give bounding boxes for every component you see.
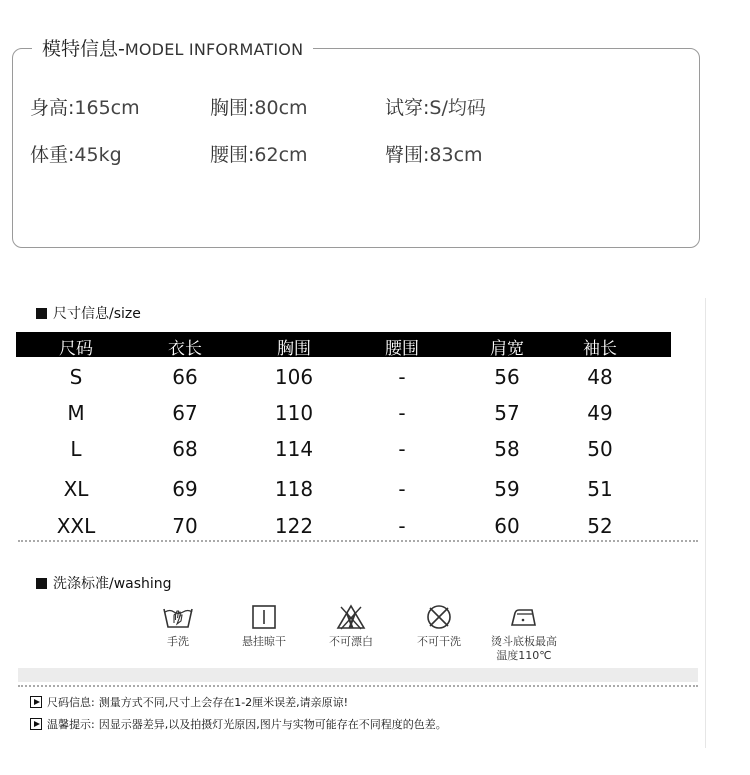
row-l-length: 68 [172, 437, 198, 461]
row-l-shoulder: 58 [494, 437, 520, 461]
note-tip-text: 因显示器差异,以及拍摄灯光原因,图片与实物可能存在不同程度的色差。 [98, 718, 447, 731]
right-divider [705, 298, 706, 748]
dotted-divider-bottom [18, 685, 698, 687]
hand-wash-label: 手洗 [167, 635, 189, 648]
waist-value: 62cm [254, 144, 308, 166]
height-value: 165cm [74, 97, 140, 119]
no-bleach-label: 不可漂白 [329, 635, 373, 648]
washing-section-header [36, 573, 172, 593]
row-s-waist: - [398, 365, 406, 389]
row-l-size: L [70, 437, 82, 461]
row-xxl-size: XXL [56, 514, 96, 538]
no-dry-clean-label: 不可干洗 [417, 635, 461, 648]
row-s-bust: 106 [274, 365, 314, 389]
bust-value: 80cm [254, 97, 308, 119]
row-m-length: 67 [172, 401, 198, 425]
no-bleach-icon [335, 603, 367, 631]
model-weight [30, 140, 122, 167]
row-s-length: 66 [172, 365, 198, 389]
square-bullet-icon [36, 578, 47, 589]
row-m-shoulder: 57 [494, 401, 520, 425]
no-dry-clean-icon [423, 603, 455, 631]
size-section-header [36, 303, 141, 323]
size-section-title: 尺寸信息/size [53, 306, 141, 322]
note-tip [30, 716, 447, 732]
row-l-waist: - [398, 437, 406, 461]
wash-item-iron [479, 603, 569, 663]
model-info-title [32, 34, 313, 62]
row-xxl-waist: - [398, 514, 406, 538]
row-s-size: S [69, 365, 83, 389]
note-tip-key: 温馨提示: [47, 718, 95, 731]
washing-section-title: 洗涤标准/washing [53, 576, 172, 592]
size-table-header [16, 332, 671, 357]
row-m-size: M [67, 401, 85, 425]
model-title-en: MODEL INFORMATION [124, 40, 304, 59]
row-m-sleeve: 49 [587, 401, 613, 425]
iron-label: 烫斗底板最高 温度110℃ [491, 635, 557, 662]
row-xl-waist: - [398, 477, 406, 501]
row-xxl-bust: 122 [274, 514, 314, 538]
note-size-key: 尺码信息: [47, 696, 95, 709]
weight-label: 体重: [30, 144, 75, 166]
row-xl-shoulder: 59 [494, 477, 520, 501]
row-s-shoulder: 56 [494, 365, 520, 389]
header-size: 尺码 [59, 339, 93, 359]
hip-value: 83cm [429, 144, 483, 166]
row-xl-size: XL [63, 477, 89, 501]
try-label: 试穿: [385, 97, 430, 119]
iron-icon [508, 603, 540, 631]
wash-item-no-bleach [306, 603, 396, 649]
row-s-sleeve: 48 [587, 365, 613, 389]
waist-label: 腰围: [210, 144, 255, 166]
row-xl-bust: 118 [274, 477, 314, 501]
row-xxl-length: 70 [172, 514, 198, 538]
row-xl-sleeve: 51 [587, 477, 613, 501]
square-bullet-icon [36, 308, 47, 319]
row-m-waist: - [398, 401, 406, 425]
header-waist: 腰围 [385, 339, 419, 359]
model-title-sep: - [118, 38, 125, 60]
try-value: S/均码 [429, 97, 486, 119]
header-sleeve: 袖长 [583, 339, 617, 359]
row-m-bust: 110 [274, 401, 314, 425]
header-length: 衣长 [168, 339, 202, 359]
hip-label: 臀围: [385, 144, 430, 166]
model-waist [210, 140, 308, 167]
gray-band [18, 668, 698, 682]
height-label: 身高: [30, 97, 75, 119]
row-l-bust: 114 [274, 437, 314, 461]
model-hip [385, 140, 483, 167]
bust-label: 胸围: [210, 97, 255, 119]
hand-wash-icon [162, 603, 194, 631]
hang-dry-label: 悬挂晾干 [242, 635, 286, 648]
wash-item-hang-dry [219, 603, 309, 649]
model-bust [210, 93, 308, 120]
model-try-size [385, 93, 486, 120]
model-height [30, 93, 140, 120]
row-xxl-sleeve: 52 [587, 514, 613, 538]
wash-item-no-dry-clean [394, 603, 484, 649]
play-icon [30, 718, 42, 730]
dotted-divider [18, 540, 698, 542]
header-shoulder: 肩宽 [490, 339, 524, 359]
hang-dry-icon [248, 603, 280, 631]
wash-item-hand-wash [133, 603, 223, 649]
model-title-cn: 模特信息 [42, 38, 119, 60]
header-bust: 胸围 [277, 339, 311, 359]
weight-value: 45kg [74, 144, 122, 166]
row-l-sleeve: 50 [587, 437, 613, 461]
note-size-text: 测量方式不同,尺寸上会存在1-2厘米误差,请亲原谅! [98, 696, 349, 709]
row-xxl-shoulder: 60 [494, 514, 520, 538]
play-icon [30, 696, 42, 708]
row-xl-length: 69 [172, 477, 198, 501]
note-size-info [30, 694, 348, 710]
